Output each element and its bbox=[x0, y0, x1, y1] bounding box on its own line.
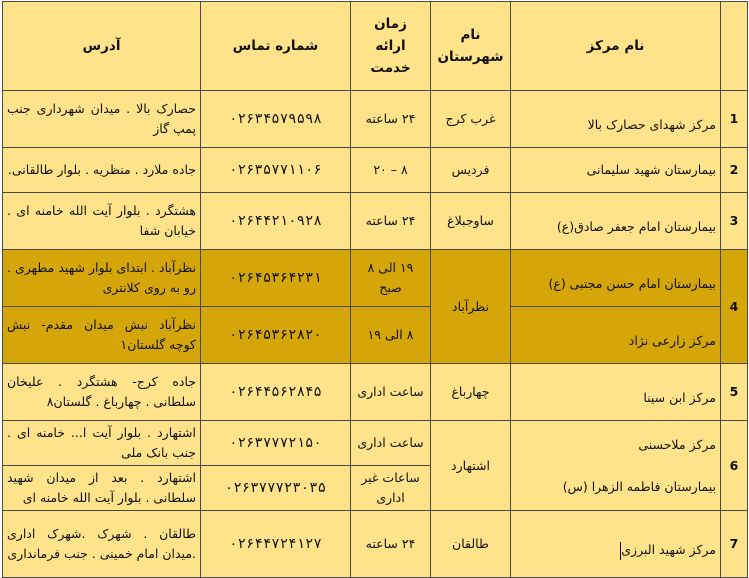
row-number: 7 bbox=[721, 511, 748, 578]
header-city-line1: نام bbox=[460, 27, 481, 43]
table-row bbox=[3, 307, 748, 364]
table-row bbox=[3, 421, 748, 466]
header-row bbox=[3, 2, 748, 91]
header-time-line3: خدمت bbox=[370, 60, 411, 76]
service-time: ۸ الی ۱۹ bbox=[351, 307, 431, 364]
address: جاده کرج- هشتگرد . علیخان سلطانی . چهارباغ . گلستان۸ bbox=[3, 364, 201, 421]
address: جاده ملارد . منظریه . بلوار طالقانی. bbox=[3, 148, 201, 193]
city: چهارباغ bbox=[431, 364, 511, 421]
center-name-text: مرکز شهید البرزی bbox=[621, 542, 716, 557]
row-number: 1 bbox=[721, 91, 748, 148]
center-name bbox=[511, 511, 721, 578]
service-time: ساعات غیر اداری bbox=[351, 466, 431, 511]
phone-number: ۰۲۶۳۷۷۷۲۱۵۰ bbox=[201, 421, 351, 466]
table-row bbox=[3, 193, 748, 250]
phone-number: ۰۲۶۳۵۷۷۱۱۰۶ bbox=[201, 148, 351, 193]
phone-number: ۰۲۶۳۴۵۷۹۵۹۸ bbox=[201, 91, 351, 148]
row-number: 3 bbox=[721, 193, 748, 250]
address: اشتهارد . بلوار آیت ا... خامنه ای . جنب بانک ملی bbox=[3, 421, 201, 466]
city: غرب کرج bbox=[431, 91, 511, 148]
header-time-line2: ارائه bbox=[375, 38, 406, 54]
header-address: آدرس bbox=[3, 2, 201, 91]
row-number: 5 bbox=[721, 364, 748, 421]
phone-number: ۰۲۶۴۵۳۶۲۸۲۰ bbox=[201, 307, 351, 364]
service-time: ۲۴ ساعته bbox=[351, 91, 431, 148]
phone-number: ۰۲۶۴۵۳۶۴۲۳۱ bbox=[201, 250, 351, 307]
center-name: بیمارستان امام جعفر صادق(ع) bbox=[511, 193, 721, 250]
center-name: بیمارستان امام حسن مجتبی (ع) bbox=[511, 250, 721, 307]
center-name: مرکز ملاحسنی bbox=[638, 436, 716, 452]
city: ساوجبلاغ bbox=[431, 193, 511, 250]
header-time-line1: زمان bbox=[374, 16, 407, 32]
row-number: 2 bbox=[721, 148, 748, 193]
phone-number: ۰۲۶۳۷۷۷۲۳۰۳۵ bbox=[201, 466, 351, 511]
service-time: ساعت اداری bbox=[351, 421, 431, 466]
table-row bbox=[3, 148, 748, 193]
center-name: بیمارستان فاطمه الزهرا (س) bbox=[562, 478, 716, 494]
center-names bbox=[511, 421, 721, 511]
header-city-line2: شهرستان bbox=[437, 49, 504, 65]
header-index bbox=[721, 2, 748, 91]
table-row bbox=[3, 511, 748, 578]
address: هشتگرد . بلوار آیت الله خامنه ای . خیابان شفا bbox=[3, 193, 201, 250]
header-city bbox=[431, 2, 511, 91]
table-row bbox=[3, 364, 748, 421]
address: حصارک بالا . میدان شهرداری جنب پمپ گاز bbox=[3, 91, 201, 148]
center-name: مرکز زارعی نژاد bbox=[511, 307, 721, 364]
header-service-time bbox=[351, 2, 431, 91]
row-number: 6 bbox=[721, 421, 748, 511]
service-time: ۲۴ ساعته bbox=[351, 511, 431, 578]
address: نظرآباد نبش میدان مقدم- نبش کوچه گلستان۱ bbox=[3, 307, 201, 364]
service-time: ۱۹ الی ۸ صبح bbox=[351, 250, 431, 307]
city: اشتهارد bbox=[431, 421, 511, 511]
center-name: مرکز ابن سینا bbox=[511, 364, 721, 421]
table-row bbox=[3, 91, 748, 148]
city: فردیس bbox=[431, 148, 511, 193]
header-center-name: نام مرکز bbox=[511, 2, 721, 91]
city: طالقان bbox=[431, 511, 511, 578]
row-number: 4 bbox=[721, 250, 748, 364]
center-name: مرکز شهدای حصارک بالا bbox=[511, 91, 721, 148]
service-time: ۸ – ۲۰ bbox=[351, 148, 431, 193]
address: طالقان . شهرک .شهرک اداری .میدان امام خمینی . جنب فرمانداری bbox=[3, 511, 201, 578]
phone-number: ۰۲۶۴۴۲۱۰۹۲۸ bbox=[201, 193, 351, 250]
service-time: ساعت اداری bbox=[351, 364, 431, 421]
address: اشتهارد . بعد از میدان شهید سلطانی . بلوار آیت الله خامنه ای bbox=[3, 466, 201, 511]
phone-number: ۰۲۶۴۴۵۶۲۸۴۵ bbox=[201, 364, 351, 421]
service-time: ۲۴ ساعته bbox=[351, 193, 431, 250]
table-row bbox=[3, 250, 748, 307]
centers-table bbox=[2, 1, 748, 578]
center-name: بیمارستان شهید سلیمانی bbox=[511, 148, 721, 193]
address: نظرآباد . ابتدای بلوار شهید مطهری . رو به روی کلانتری bbox=[3, 250, 201, 307]
city: نظرآباد bbox=[431, 250, 511, 364]
header-phone: شماره تماس bbox=[201, 2, 351, 91]
phone-number: ۰۲۶۴۴۷۲۴۱۲۷ bbox=[201, 511, 351, 578]
